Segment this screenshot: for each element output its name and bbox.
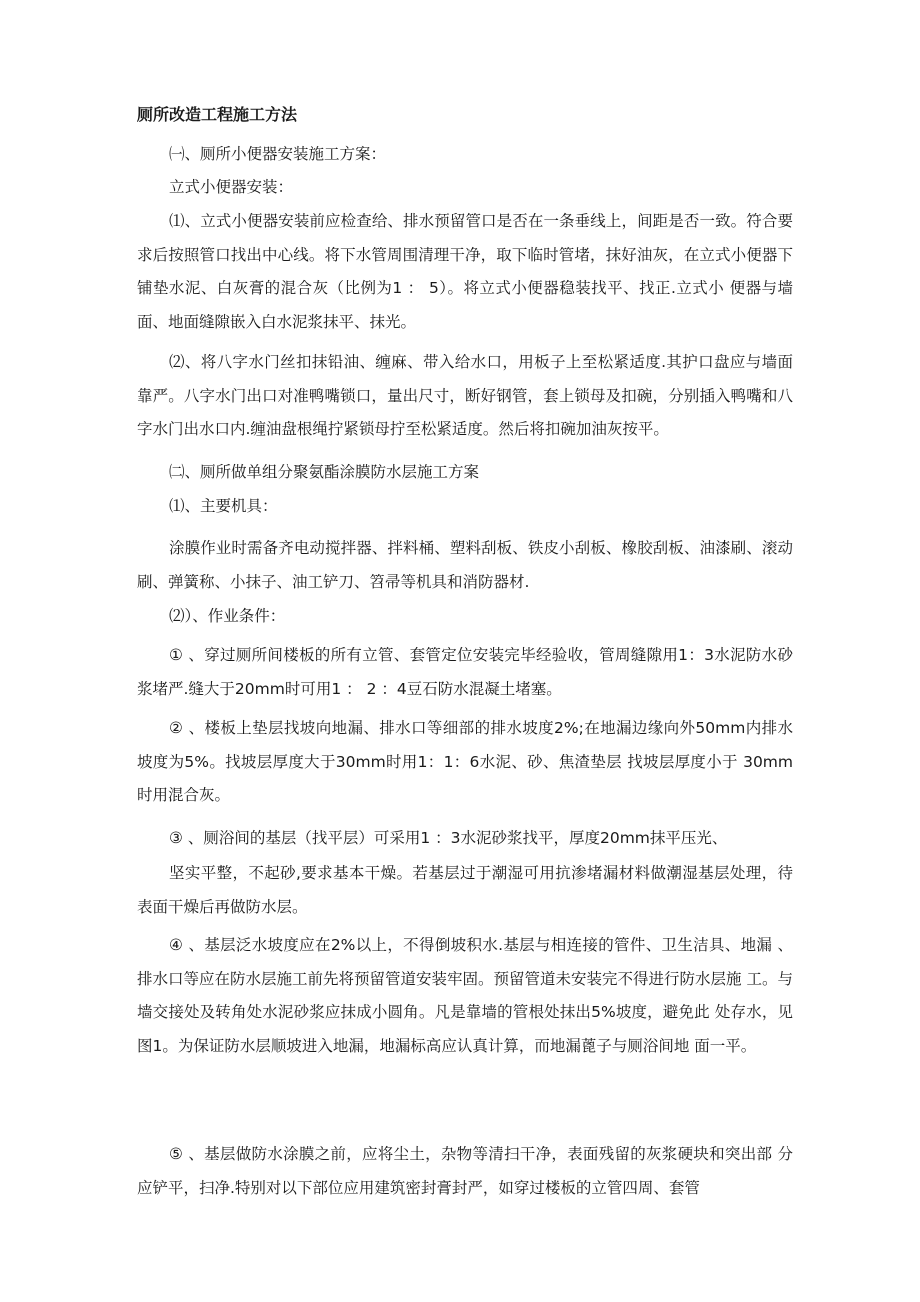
document-title: 厕所改造工程施工方法: [137, 105, 298, 124]
paragraph-condition-1: ① 、穿过厕所间楼板的所有立管、套管定位安装完毕经验收，管周缝隙用1：3水泥防水砂浆堵严.缝大于20mm时可用1 ： 2 ：4豆石防水混凝土堵塞。: [137, 646, 793, 698]
paragraph-condition-3: ③ 、厕浴间的基层（找平层）可采用1 ：3水泥砂浆找平，厚度20mm抹平压光、: [169, 829, 728, 847]
paragraph-section-1-heading: ㈠、厕所小便器安装施工方案：: [169, 145, 387, 163]
paragraph-condition-3-cont: 坚实平整，不起砂,要求基本干燥。若基层过于潮湿可用抗渗堵漏材料做潮湿基层处理，待表面干燥后再做防水层。: [137, 864, 793, 916]
paragraph-tools-list: 涂膜作业时需备齐电动搅拌器、拌料桶、塑料刮板、铁皮小刮板、橡胶刮板、油漆刷、滚动刷、弹簧称、小抹子、油工铲刀、笤帚等机具和消防器材.: [137, 539, 793, 591]
paragraph-condition-2: ② 、楼板上垫层找坡向地漏、排水口等细部的排水坡度2%;在地漏边缘向外50mm内排水坡度为5%。找坡层厚度大于30mm时用1：1：6水泥、砂、焦渣垫层 找坡层厚度小于 30mm时用混合灰。: [137, 719, 793, 804]
paragraph-section-2-heading: ㈡、厕所做单组分聚氨酯涂膜防水层施工方案: [169, 463, 480, 481]
paragraph-condition-5: ⑤ 、基层做防水涂膜之前，应将尘土，杂物等清扫干净，表面残留的灰浆硬块和突出部 分应铲平，扫净.特别对以下部位应用建筑密封膏封严，如穿过楼板的立管四周、套管: [137, 1145, 793, 1197]
paragraph-step-1: ⑴、立式小便器安装前应检查给、排水预留管口是否在一条垂线上，间距是否一致。符合要求后按照管口找出中心线。将下水管周围清理干净，取下临时管堵，抹好油灰，在立式小便器下铺垫水泥、白灰膏的混合灰（比例为1 ： 5）。将立式小便器稳装找平、找正.立式小 便器与墙面、地面缝隙嵌入白水泥浆抹平、抹光。: [137, 212, 793, 331]
paragraph-urinal-install-heading: 立式小便器安装：: [169, 178, 294, 196]
paragraph-tools-heading: ⑴、主要机具：: [169, 497, 278, 515]
paragraph-conditions-heading: ⑵）、作业条件：: [169, 607, 286, 625]
paragraph-step-2: ⑵、将八字水门丝扣抹铅油、缠麻、带入给水口，用板子上至松紧适度.其护口盘应与墙面靠严。八字水门出口对准鸭嘴锁口，量出尺寸，断好钢管，套上锁母及扣碗，分别插入鸭嘴和八字水门出水口内.缠油盘根绳拧紧锁母拧至松紧适度。然后将扣碗加油灰按平。: [137, 353, 793, 438]
paragraph-condition-4: ④ 、基层泛水坡度应在2%以上，不得倒坡积水.基层与相连接的管件、卫生洁具、地漏 、 排水口等应在防水层施工前先将预留管道安装牢固。预留管道未安装完不得进行防水层施 工。与墙交接处及转角处水泥砂浆应抹成小圆角。凡是靠墙的管根处抹出5%坡度，避免此 处存水，见图1。为保证防水层顺坡进入地漏，地漏标高应认真计算，而地漏蓖子与厕浴间地 面一平。: [137, 936, 793, 1055]
